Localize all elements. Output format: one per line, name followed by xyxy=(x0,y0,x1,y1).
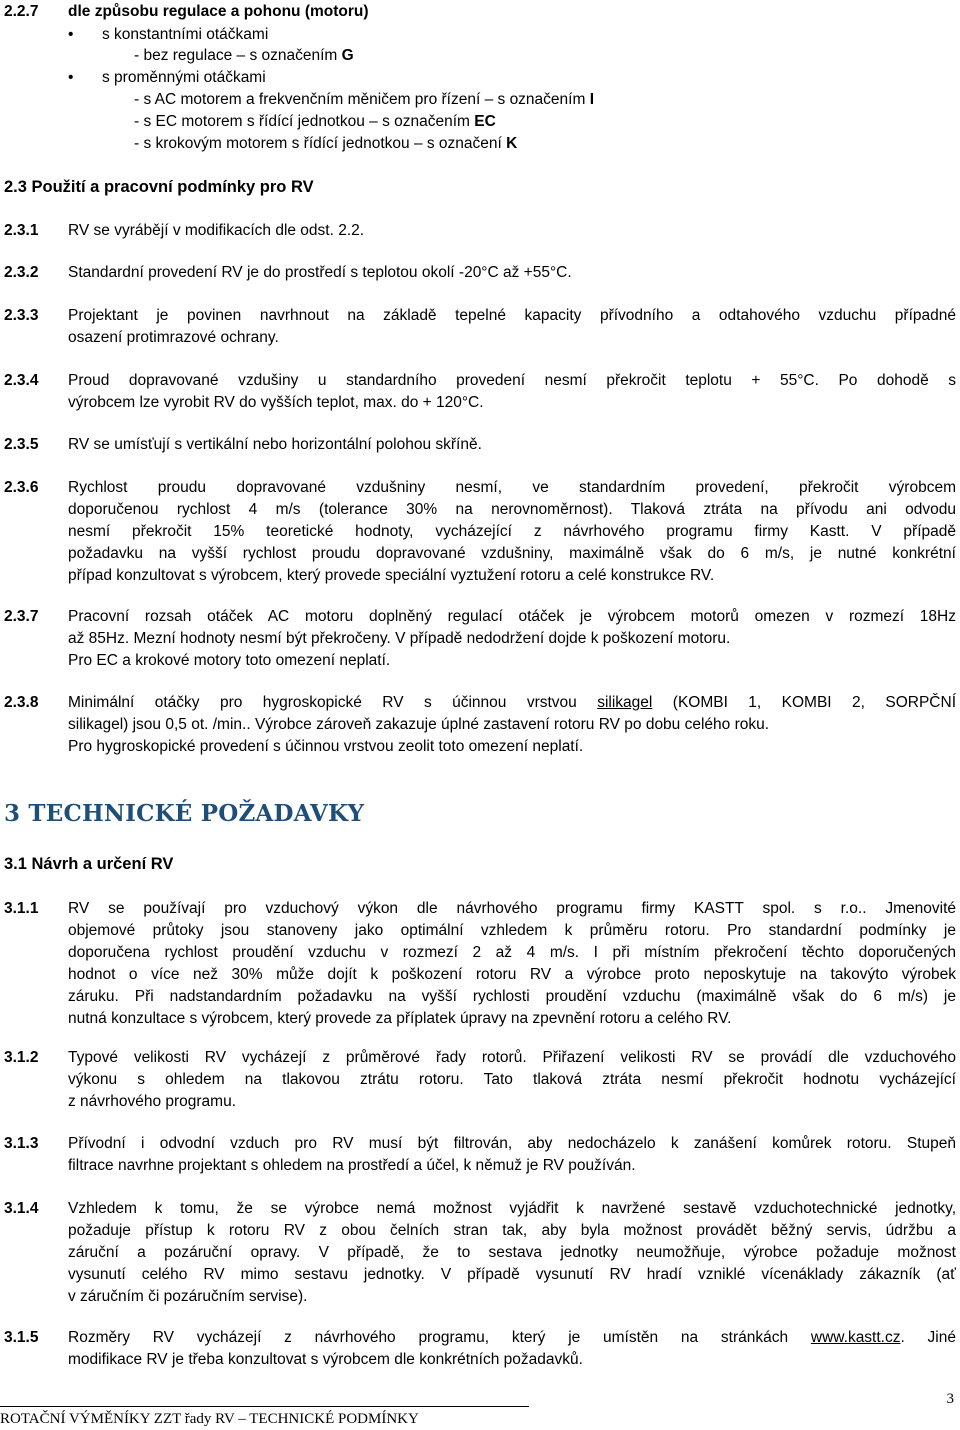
item-body: Pracovní rozsah otáček AC motoru doplněný regulací otáček je výrobcem motorů omezen v rozmezí 18Hz až 85Hz. Mezní hodnoty nesmí být překročeny. V případě nedodržení dojde k poškození motoru. Pro EC a krokové motory toto omezení neplatí. xyxy=(68,608,956,669)
item-body: Vzhledem k tomu, že se výrobce nemá možnost vyjádřit k navržené sestavě vzduchotechnické jednotky, požaduje přístup k rotoru RV z obou čelních stran tak, aby byla možnost provádět běžný servis, údržbu a záruční a pozáruční opravy. V případě, že to sestava jednotky neumožňuje, výrobce požaduje možnost vysunutí celého RV mimo sestavu jednotky. V případě vysunutí RV hradí vzniklé vícenáklady zákazník (ať v záručním či pozáručním servise). xyxy=(68,1200,956,1305)
bullet-icon: • xyxy=(68,69,74,86)
item-body: Projektant je povinen navrhnout na základě tepelné kapacity přívodního a odtahového vzduchu případné osazení protimrazové ochrany. xyxy=(68,307,956,346)
dash-item: - s krokovým motorem s řídící jednotkou – s označení K xyxy=(134,135,518,152)
item-number: 3.1.1 xyxy=(4,900,39,917)
item-number: 3.1.4 xyxy=(4,1200,39,1217)
item-body: Typové velikosti RV vycházejí z průměrové řady rotorů. Přiřazení velikosti RV se provádí dle vzduchového výkonu s ohledem na tlakovou ztrátu rotoru. Tato tlaková ztráta nesmí překročit hodnotu vycházející z návrhového programu. xyxy=(68,1049,956,1110)
item-number: 2.3.5 xyxy=(4,436,39,453)
bullet-text: s konstantními otáčkami xyxy=(102,26,269,43)
page-number: 3 xyxy=(946,1391,954,1407)
footer-title: ROTAČNÍ VÝMĚNÍKY ZZT řady RV – TECHNICKÉ PODMÍNKY xyxy=(0,1411,419,1427)
item-body: Proud dopravované vzdušiny u standardního provedení nesmí překročit teplotu + 55°C. Po dohodě s výrobcem lze vyrobit RV do vyšších teplot, max. do + 120°C. xyxy=(68,372,956,411)
chapter-heading-3: 3 TECHNICKÉ POŽADAVKY xyxy=(4,800,365,827)
item-body: Standardní provedení RV je do prostředí s teplotou okolí -20°C až +55°C. xyxy=(68,264,572,281)
dash-item: - s EC motorem s řídící jednotkou – s označením EC xyxy=(134,113,496,130)
kastt-website-link[interactable]: www.kastt.cz xyxy=(810,1329,901,1346)
item-body: RV se vyrábějí v modifikacích dle odst. 2.2. xyxy=(68,222,365,239)
item-number: 3.1.5 xyxy=(4,1329,39,1346)
item-body: Rychlost proudu dopravované vzdušniny nesmí, ve standardním provedení, překročit výrobcem doporučenou rychlost 4 m/s (tolerance 30% na nerovnoměrnost). Tlaková ztráta na přívodu ani odvodu nesmí překročit 15% teoretické hodnoty, vycházející z návrhového programu firmy Kastt. V případě požadavku na vyšší rychlost proudu dopravované vzdušniny, maximálně však do 6 m/s, je nutné konkrétní případ konzultovat s výrobcem, který provede speciální vyztužení rotoru a celé konstrukce RV. xyxy=(68,479,956,584)
section-number: 2.2.7 xyxy=(4,3,39,20)
item-number: 2.3.6 xyxy=(4,479,39,496)
section-title: dle způsobu regulace a pohonu (motoru) xyxy=(68,3,369,20)
section-heading-2-3: 2.3 Použití a pracovní podmínky pro RV xyxy=(4,178,314,196)
item-body: RV se umísťují s vertikální nebo horizontální polohou skříně. xyxy=(68,436,482,453)
dash-item: - bez regulace – s označením G xyxy=(134,47,354,64)
item-body: Rozměry RV vycházejí z návrhového programu, který je umístěn na stránkách www.kastt.cz. Jiné modifikace RV je třeba konzultovat s výrobcem dle konkrétních požadavků. xyxy=(68,1329,956,1368)
silikagel-underlined-term: silikagel xyxy=(597,694,653,711)
item-number: 2.3.8 xyxy=(4,694,39,711)
item-number: 2.3.3 xyxy=(4,307,39,324)
item-number: 3.1.3 xyxy=(4,1135,39,1152)
item-number: 2.3.4 xyxy=(4,372,39,389)
item-number: 2.3.7 xyxy=(4,608,39,625)
footer-divider xyxy=(0,1406,529,1407)
bullet-text: s proměnnými otáčkami xyxy=(102,69,266,86)
item-body: RV se používají pro vzduchový výkon dle návrhového programu firmy KASTT spol. s r.o.. Jmenovité objemové průtoky jsou stanoveny jako optimální vzhledem k průměru rotoru. Pro standardní podmínky je doporučena rychlost proudění vzduchu v rozmezí 2 až 4 m/s. I při místním překročení těchto doporučených hodnot o více než 30% může dojít k poškození rotoru RV a výrobce proto neposkytuje na takovýto výrobek záruku. Při nadstandardním požadavku na vyšší rychlosti proudění vzduchu (maximálně však do 6 m/s) je nutná konzultace s výrobcem, který provede za příplatek úpravy na zpevnění rotoru a celého RV. xyxy=(68,900,956,1027)
bullet-icon: • xyxy=(68,26,74,43)
item-number: 2.3.1 xyxy=(4,222,39,239)
item-body: Přívodní i odvodní vzduch pro RV musí být filtrován, aby nedocházelo k zanášení komůrek rotoru. Stupeň filtrace navrhne projektant s ohledem na prostředí a účel, k němuž je RV používán. xyxy=(68,1135,956,1174)
item-number: 3.1.2 xyxy=(4,1049,39,1066)
item-body: Minimální otáčky pro hygroskopické RV s účinnou vrstvou silikagel (KOMBI 1, KOMBI 2, SORPČNÍ silikagel) jsou 0,5 ot. /min.. Výrobce zároveň zakazuje úplné zastavení rotoru RV po dobu celého roku. Pro hygroskopické provedení s účinnou vrstvou zeolit toto omezení neplatí. xyxy=(68,694,956,755)
item-number: 2.3.2 xyxy=(4,264,39,281)
section-heading-3-1: 3.1 Návrh a určení RV xyxy=(4,855,174,873)
dash-item: - s AC motorem a frekvenčním měničem pro řízení – s označením I xyxy=(134,91,595,108)
